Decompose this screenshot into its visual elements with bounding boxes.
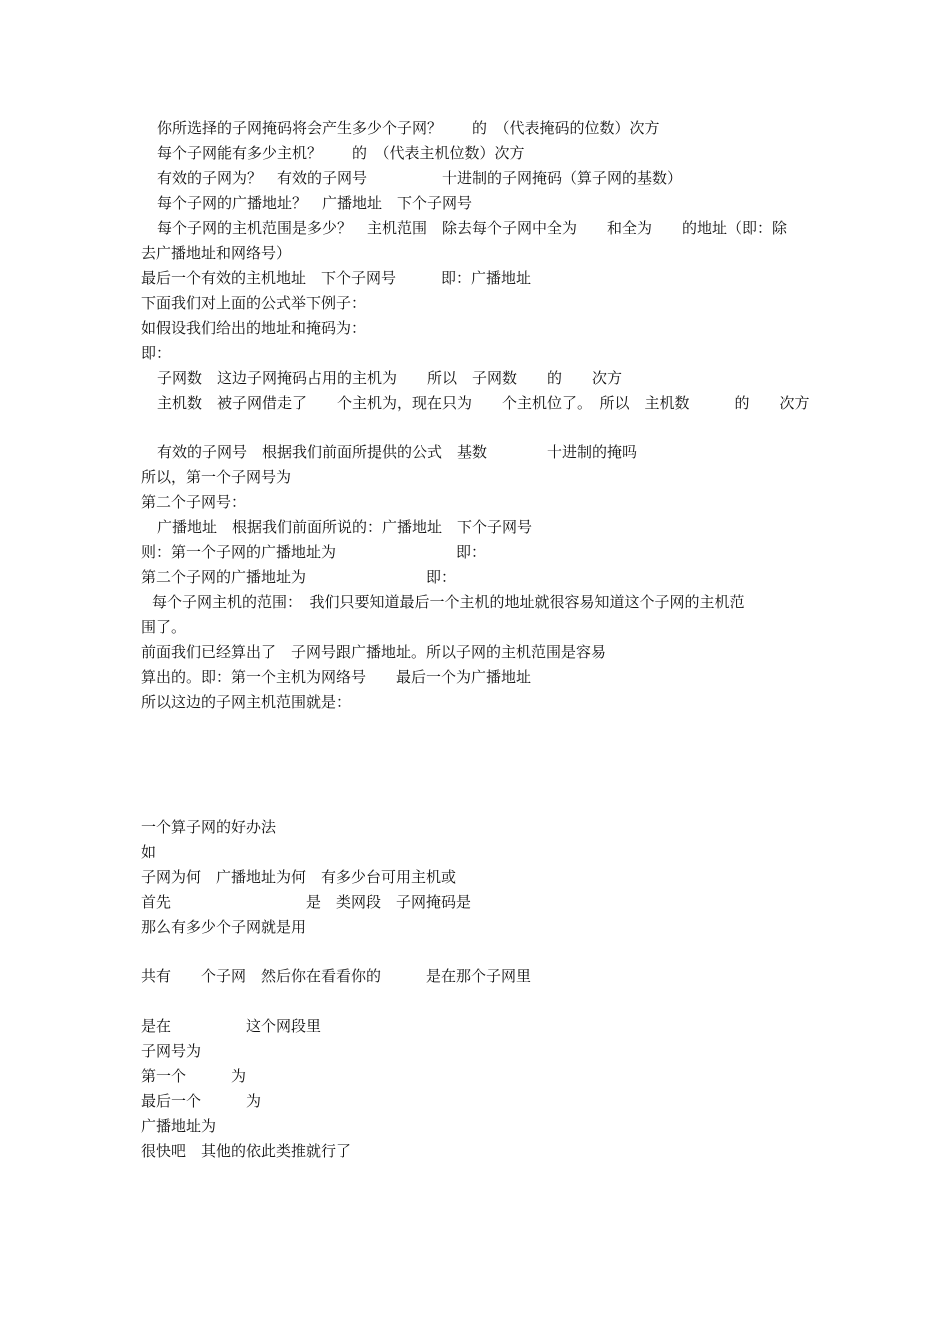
text-line: 每个子网的主机范围是多少？ 主机范围 除去每个子网中全为 和全为 的地址（即：除: [157, 219, 788, 237]
text-line: 很快吧 其他的依此类推就行了: [141, 1142, 352, 1160]
text-line: 主机数 被子网借走了 个主机为，现在只为 个主机位了。 所以 主机数 的 次方: [157, 394, 810, 412]
text-line: 那么有多少个子网就是用: [141, 918, 307, 936]
text-line: 围了。: [141, 618, 187, 636]
text-line: 所以这边的子网主机范围就是：: [141, 693, 352, 711]
text-line: 每个子网能有多少主机？ 的 （代表主机位数）次方: [157, 144, 525, 162]
text-line: 最后一个有效的主机地址 下个子网号 即：广播地址: [141, 269, 532, 287]
text-line: 有效的子网号 根据我们前面所提供的公式 基数 十进制的掩吗: [157, 443, 638, 461]
text-line: 你所选择的子网掩码将会产生多少个子网？ 的 （代表掩码的位数）次方: [157, 119, 660, 137]
text-line: 即：: [141, 344, 172, 362]
text-line: 广播地址为: [141, 1117, 217, 1135]
text-line: 算出的。即：第一个主机为网络号 最后一个为广播地址: [141, 668, 532, 686]
text-line: 有效的子网为？ 有效的子网号 十进制的子网掩码（算子网的基数）: [157, 169, 683, 187]
text-line: 最后一个 为: [141, 1092, 262, 1110]
text-line: 是在 这个网段里: [141, 1017, 322, 1035]
text-line: 如假设我们给出的地址和掩码为：: [141, 319, 367, 337]
text-line: 首先 是 类网段 子网掩码是: [141, 893, 472, 911]
text-line: 广播地址 根据我们前面所说的：广播地址 下个子网号: [157, 518, 533, 536]
text-line: 第一个 为: [141, 1067, 247, 1085]
text-line: 每个子网的广播地址？ 广播地址 下个子网号: [157, 194, 473, 212]
text-line: 如: [141, 843, 157, 861]
text-line: 共有 个子网 然后你在看看你的 是在那个子网里: [141, 967, 532, 985]
text-line: 子网为何 广播地址为何 有多少台可用主机或: [141, 868, 457, 886]
text-line: 子网数 这边子网掩码占用的主机为 所以 子网数 的 次方: [157, 369, 623, 387]
text-line: 每个子网主机的范围： 我们只要知道最后一个主机的地址就很容易知道这个子网的主机范: [152, 593, 745, 611]
text-line: 前面我们已经算出了 子网号跟广播地址。所以子网的主机范围是容易: [141, 643, 607, 661]
text-line: 所以，第一个子网号为: [141, 468, 292, 486]
text-line: 去广播地址和网络号）: [141, 244, 292, 262]
text-line: 第二个子网号：: [141, 493, 247, 511]
text-line: 第二个子网的广播地址为 即：: [141, 568, 457, 586]
text-line: 子网号为: [141, 1042, 202, 1060]
section-heading: 一个算子网的好办法: [141, 818, 277, 836]
text-line: 下面我们对上面的公式举下例子：: [141, 294, 367, 312]
text-line: 则：第一个子网的广播地址为 即：: [141, 543, 487, 561]
